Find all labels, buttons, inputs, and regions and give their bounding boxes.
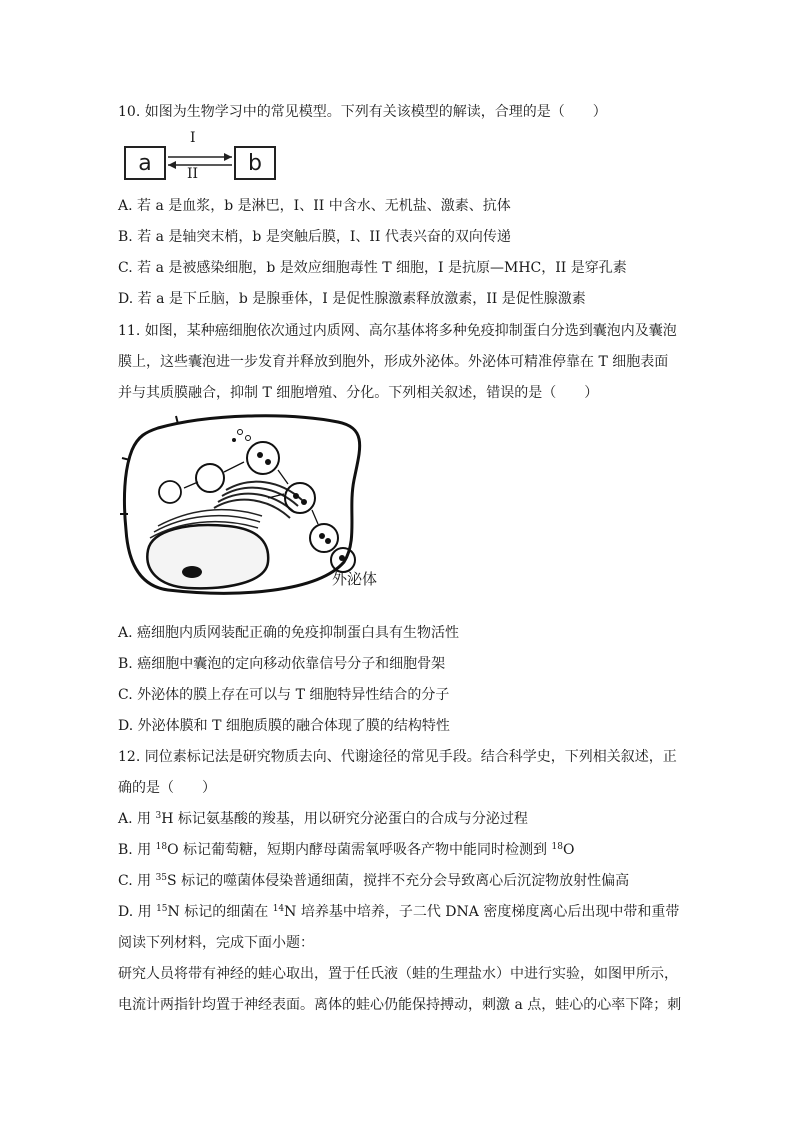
q11-stem-line-3: 并与其质膜融合，抑制 T 细胞增殖、分化。下列相关叙述，错误的是（ ） (118, 385, 599, 401)
q11-option-b: B. 癌细胞中囊泡的定向移动依靠信号分子和细胞骨架 (118, 656, 446, 672)
q12-option-d: D. 用 $^{15}$N 标记的细菌在 $^{14}$N 培养基中培养，子二代 DNA 密度梯度离心后出现中带和重带 (118, 904, 680, 920)
q12-stem-line-1: 12. 同位素标记法是研究物质去向、代谢途径的常见手段。结合科学史，下列相关叙述，正 (118, 749, 677, 765)
q12-stem-line-2: 确的是（ ） (118, 780, 216, 796)
reading-intro: 阅读下列材料，完成下面小题： (118, 935, 314, 951)
q10-option-c: C. 若 a 是被感染细胞，b 是效应细胞毒性 T 细胞，I 是抗原—MHC，II 是穿孔素 (118, 260, 627, 276)
reading-line-1: 研究人员将带有神经的蛙心取出，置于任氏液（蛙的生理盐水）中进行实验，如图甲所示， (118, 966, 678, 982)
q11-option-a: A. 癌细胞内质网装配正确的免疫抑制蛋白具有生物活性 (118, 625, 460, 641)
q11-stem-line-2: 膜上，这些囊泡进一步发育并释放到胞外，形成外泌体。外泌体可精准停靠在 T 细胞表面 (118, 354, 669, 370)
q11-option-c: C. 外泌体的膜上存在可以与 T 细胞特异性结合的分子 (118, 687, 450, 703)
box-b: b (234, 146, 276, 180)
q12-option-c: C. 用 $^{35}$S 标记的噬菌体侵染普通细菌，搅拌不充分会导致离心后沉淀物放射性偏高 (118, 873, 630, 889)
arrow-label-i: I (190, 130, 196, 146)
q10-stem: 10. 如图为生物学习中的常见模型。下列有关该模型的解读，合理的是（ ） (118, 104, 607, 120)
arrow-label-ii: II (187, 166, 199, 182)
q11-option-d: D. 外泌体膜和 T 细胞质膜的融合体现了膜的结构特性 (118, 718, 450, 734)
q10-option-b: B. 若 a 是轴突末梢，b 是突触后膜，I、II 代表兴奋的双向传递 (118, 229, 511, 245)
q12-option-b: B. 用 $^{18}$O 标记葡萄糖，短期内酵母菌需氧呼吸各产物中能同时检测到 $^{18}$O (118, 842, 575, 858)
q10-option-a: A. 若 a 是血浆，b 是淋巴，I、II 中含水、无机盐、激素、抗体 (118, 198, 511, 214)
q10-option-d: D. 若 a 是下丘脑，b 是腺垂体，I 是促性腺激素释放激素，II 是促性腺激素 (118, 291, 586, 307)
q11-stem-line-1: 11. 如图，某种癌细胞依次通过内质网、高尔基体将多种免疫抑制蛋白分选到囊泡内及囊泡 (118, 323, 677, 339)
box-a: a (124, 146, 166, 180)
model-diagram (124, 130, 280, 184)
figure-caption: 外泌体 (332, 570, 378, 588)
q12-option-a: A. 用 $^3$H 标记氨基酸的羧基，用以研究分泌蛋白的合成与分泌过程 (118, 811, 528, 827)
reading-line-2: 电流计两指针均置于神经表面。离体的蛙心仍能保持搏动，刺激 a 点，蛙心的心率下降；刺 (118, 997, 682, 1013)
